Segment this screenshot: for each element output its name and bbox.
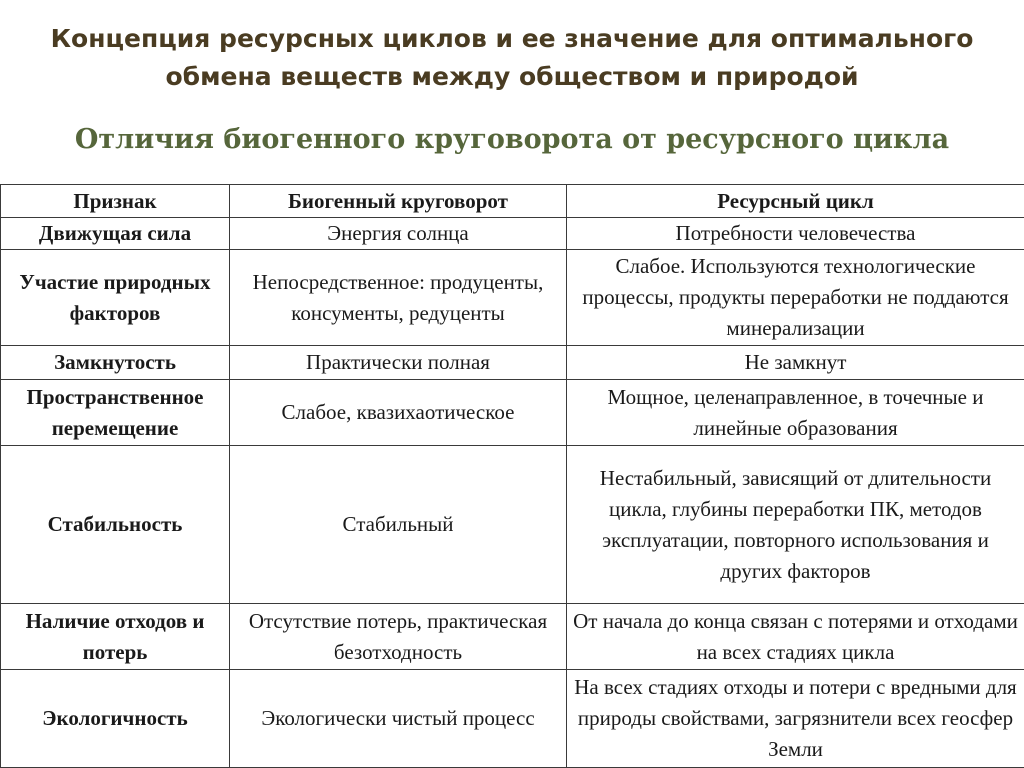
cell-resource: Не замкнут <box>567 346 1024 380</box>
cell-biogenic: Экологически чистый процесс <box>230 670 567 768</box>
cell-attribute: Экологичность <box>1 670 230 768</box>
cell-resource: Мощное, целенаправленное, в точечные и линейные образования <box>567 380 1024 446</box>
cell-resource: От начала до конца связан с потерями и отходами на всех стадиях цикла <box>567 604 1024 670</box>
cell-resource: Нестабильный, зависящий от длительности цикла, глубины переработки ПК, методов эксплуатации, повторного использования и других факторов <box>567 446 1024 604</box>
cell-resource: Потребности человечества <box>567 218 1024 250</box>
comparison-table <box>0 184 1024 768</box>
cell-attribute: Движущая сила <box>1 218 230 250</box>
cell-biogenic: Непосредственное: продуценты, консументы, редуценты <box>230 250 567 346</box>
header-attribute: Признак <box>1 185 230 218</box>
header-resource: Ресурсный цикл <box>567 185 1024 218</box>
header-biogenic: Биогенный круговорот <box>230 185 567 218</box>
cell-attribute: Стабильность <box>1 446 230 604</box>
table-row <box>1 346 1024 380</box>
cell-attribute: Участие природных факторов <box>1 250 230 346</box>
cell-attribute: Замкнутость <box>1 346 230 380</box>
cell-biogenic: Стабильный <box>230 446 567 604</box>
table-row <box>1 670 1024 768</box>
table-row <box>1 380 1024 446</box>
table-row <box>1 446 1024 604</box>
table-row <box>1 250 1024 346</box>
cell-resource: На всех стадиях отходы и потери с вредными для природы свойствами, загрязнители всех геосфер Земли <box>567 670 1024 768</box>
cell-attribute: Наличие отходов и потерь <box>1 604 230 670</box>
cell-biogenic: Практически полная <box>230 346 567 380</box>
cell-biogenic: Слабое, квазихаотическое <box>230 380 567 446</box>
table-subtitle: Отличия биогенного круговорота от ресурсного цикла <box>0 120 1024 160</box>
cell-biogenic: Энергия солнца <box>230 218 567 250</box>
table-header-row <box>1 185 1024 218</box>
table-row <box>1 218 1024 250</box>
cell-resource: Слабое. Используются технологические процессы, продукты переработки не поддаются минерализации <box>567 250 1024 346</box>
cell-attribute: Пространственное перемещение <box>1 380 230 446</box>
cell-biogenic: Отсутствие потерь, практическая безотходность <box>230 604 567 670</box>
table-row <box>1 604 1024 670</box>
page-title: Концепция ресурсных циклов и ее значение для оптимального обмена веществ между обществом и природой <box>0 20 1024 96</box>
